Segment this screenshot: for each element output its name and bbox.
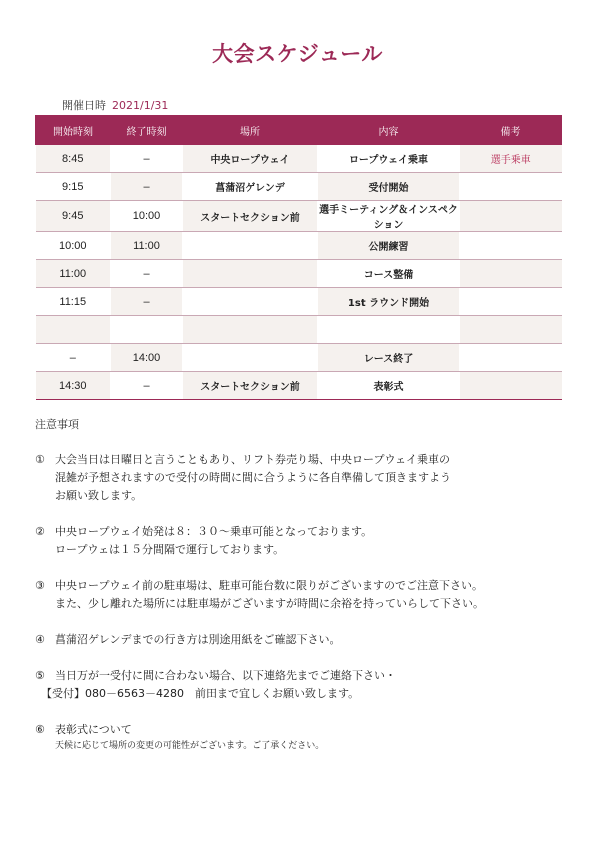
cell-note xyxy=(460,260,562,288)
table-row xyxy=(36,288,562,316)
note-item xyxy=(35,451,555,505)
table-row xyxy=(36,316,562,344)
table-row xyxy=(36,201,562,232)
table-row xyxy=(36,173,562,201)
note-number: ⑥ xyxy=(35,723,45,736)
cell-start: 8:45 xyxy=(36,145,111,173)
cell-place xyxy=(183,260,318,288)
cell-content: 表彰式 xyxy=(318,372,460,400)
note-text: 中央ロープウェイ始発は８：３０～乗車可能となっております。 xyxy=(55,525,373,538)
note-item xyxy=(35,667,555,703)
cell-end: – xyxy=(111,145,183,173)
cell-end: 10:00 xyxy=(111,201,183,232)
note-text: 大会当日は日曜日と言うこともあり、リフト券売り場、中央ロープウェイ乗車の xyxy=(55,453,451,466)
note-text: 天候に応じて場所の変更の可能性がございます。ご了承ください。 xyxy=(55,741,325,751)
cell-end: – xyxy=(111,260,183,288)
cell-note xyxy=(460,232,562,260)
header-remarks: 備考 xyxy=(460,115,562,145)
note-number: ④ xyxy=(35,633,45,646)
cell-note xyxy=(460,201,562,232)
cell-place: スタートセクション前 xyxy=(183,201,318,232)
cell-end: 14:00 xyxy=(111,344,183,372)
note-number: ⑤ xyxy=(35,669,45,682)
cell-content: 選手ミーティング＆インスペクション xyxy=(318,201,460,232)
cell-place: スタートセクション前 xyxy=(183,372,318,400)
cell-end xyxy=(111,316,183,344)
cell-place: 菖蒲沼ゲレンデ xyxy=(183,173,318,201)
header-end-time: 終了時刻 xyxy=(111,115,183,145)
date-value: 2021/1/31 xyxy=(112,99,169,112)
cell-content: 受付開始 xyxy=(318,173,460,201)
cell-place xyxy=(183,316,318,344)
cell-place xyxy=(183,288,318,316)
cell-content: 1st ラウンド開始 xyxy=(318,288,460,316)
table-row xyxy=(36,260,562,288)
cell-place xyxy=(183,232,318,260)
cell-end: – xyxy=(111,173,183,201)
header-content: 内容 xyxy=(318,115,460,145)
note-text: 中央ロープウェイ前の駐車場は、駐車可能台数に限りがございますのでご注意下さい。 xyxy=(55,579,484,592)
note-text: 表彰式について xyxy=(55,723,132,736)
cell-start: – xyxy=(36,344,111,372)
cell-end: – xyxy=(111,372,183,400)
note-text: ロープウェは１５分間隔で運行しております。 xyxy=(55,543,285,556)
cell-note: 選手乗車 xyxy=(460,145,562,173)
cell-start: 9:45 xyxy=(36,201,111,232)
table-row xyxy=(36,344,562,372)
note-text: お願い致します。 xyxy=(55,489,143,502)
note-item xyxy=(35,523,555,559)
note-text: また、少し離れた場所には駐車場がございますが時間に余裕を持っていらして下さい。 xyxy=(55,597,484,610)
cell-note xyxy=(460,288,562,316)
cell-content: 公開練習 xyxy=(318,232,460,260)
note-item xyxy=(35,631,555,649)
cell-end: 11:00 xyxy=(111,232,183,260)
cell-note xyxy=(460,344,562,372)
note-text: 混雑が予想されますので受付の時間に間に合うように各自準備して頂きますよう xyxy=(55,471,451,484)
date-label: 開催日時 xyxy=(62,99,106,112)
note-item xyxy=(35,577,555,613)
header-place: 場所 xyxy=(183,115,318,145)
table-row xyxy=(36,372,562,400)
schedule-header-row xyxy=(36,115,562,145)
cell-place: 中央ロープウェイ xyxy=(183,145,318,173)
cell-note xyxy=(460,372,562,400)
notes-heading: 注意事項 xyxy=(35,418,79,431)
schedule-table xyxy=(35,115,562,400)
header-start-time: 開始時刻 xyxy=(36,115,111,145)
note-text: 【受付】080－6563－4280 前田まで宜しくお願い致します。 xyxy=(41,687,360,700)
note-number: ① xyxy=(35,453,45,466)
table-row xyxy=(36,145,562,173)
note-item xyxy=(35,721,555,753)
cell-start: 10:00 xyxy=(36,232,111,260)
cell-start: 11:15 xyxy=(36,288,111,316)
note-text: 当日万が一受付に間に合わない場合、以下連絡先までご連絡下さい・ xyxy=(55,669,396,682)
cell-content: レース終了 xyxy=(318,344,460,372)
cell-note xyxy=(460,316,562,344)
table-row xyxy=(36,232,562,260)
event-date xyxy=(62,97,168,113)
cell-place xyxy=(183,344,318,372)
page-title: 大会スケジュール xyxy=(212,42,383,66)
note-number: ② xyxy=(35,525,45,538)
note-number: ③ xyxy=(35,579,45,592)
cell-note xyxy=(460,173,562,201)
cell-start xyxy=(36,316,111,344)
note-text: 菖蒲沼ゲレンデまでの行き方は別途用紙をご確認下さい。 xyxy=(55,633,341,646)
cell-start: 9:15 xyxy=(36,173,111,201)
cell-content xyxy=(318,316,460,344)
cell-start: 14:30 xyxy=(36,372,111,400)
cell-content: ロープウェイ乗車 xyxy=(318,145,460,173)
cell-content: コース整備 xyxy=(318,260,460,288)
cell-end: – xyxy=(111,288,183,316)
cell-start: 11:00 xyxy=(36,260,111,288)
